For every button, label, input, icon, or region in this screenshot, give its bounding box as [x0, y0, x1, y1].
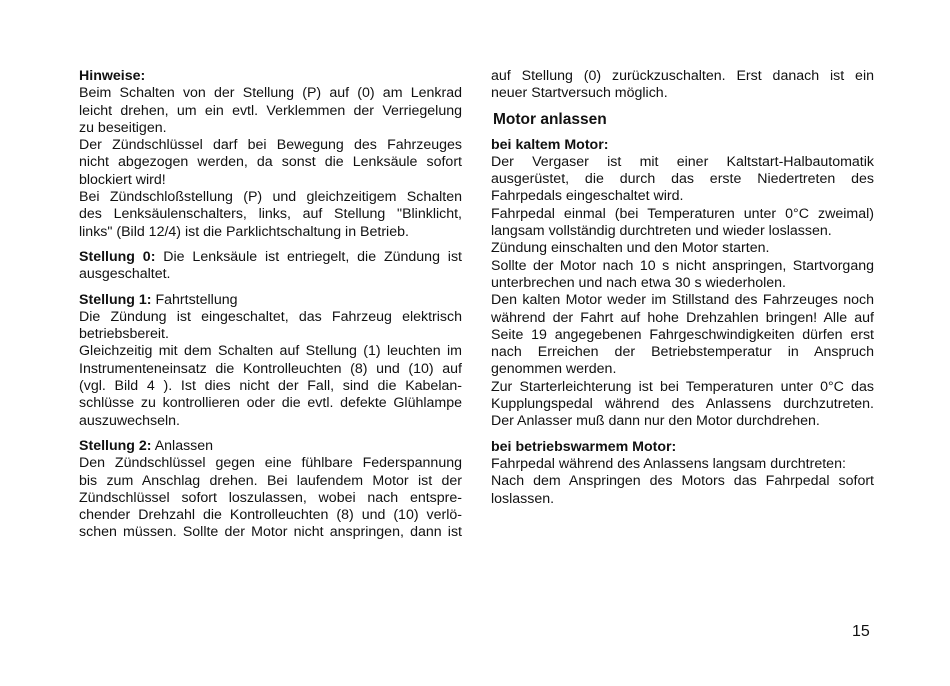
- text-line: chender Drehzahl die Kontrolleuchten (8) und (10) verlö-: [79, 507, 462, 524]
- text-line: Zur Starterleichterung ist bei Temperaturen unter 0°C das: [491, 378, 874, 395]
- text-line: auszuwechseln.: [79, 412, 180, 429]
- text-line: nicht abgezogen werden, da sonst die Lenksäule sofort: [79, 154, 462, 171]
- section-title: Motor anlassen: [493, 110, 607, 128]
- text-line: Der Vergaser ist mit einer Kaltstart-Halbautomatik: [491, 153, 874, 170]
- text-line: Fahrpedals eingeschaltet wird.: [491, 188, 684, 205]
- left-column: [79, 68, 462, 550]
- text-line: leicht drehen, um ein evtl. Verklemmen der Verriegelung: [79, 102, 462, 119]
- text-line: unterbrechen und nach etwa 30 s wiederholen.: [491, 274, 786, 291]
- text-line: Den kalten Motor weder im Stillstand des Fahrzeuges noch: [491, 292, 874, 309]
- text-line: schlüsse zu kontrollieren oder die evtl. defekte Glühlampe: [79, 395, 462, 412]
- stellung-2-block: [79, 438, 462, 542]
- text-line: (vgl. Bild 4 ). Ist dies nicht der Fall, sind die Kabelan-: [79, 378, 462, 395]
- stellung-2-text: Anlassen: [151, 437, 214, 454]
- hinweise-block: [79, 68, 462, 241]
- stellung-0-text: Die Lenksäule ist entriegelt, die Zündung ist: [155, 248, 462, 265]
- text-line: Fahrpedal während des Anlassens langsam durchtreten:: [491, 455, 846, 472]
- stellung-0-first-line: [79, 249, 462, 266]
- text-line: Zündung einschalten und den Motor starten.: [491, 240, 770, 257]
- text-line: Nach dem Anspringen des Motors das Fahrpedal sofort: [491, 473, 874, 490]
- right-column: [491, 68, 874, 516]
- text-line: Bei Zündschloßstellung (P) und gleichzeitigem Schalten: [79, 189, 462, 206]
- text-line: ausgeschaltet.: [79, 266, 171, 283]
- text-line: auf Stellung (0) zurückzuschalten. Erst danach ist ein: [491, 68, 874, 84]
- text-line: neuer Startversuch möglich.: [491, 85, 668, 102]
- kalter-motor-block: [491, 137, 874, 431]
- text-line: ausgerüstet, die durch das erste Niedertreten des: [491, 171, 874, 188]
- text-line: Zündschlüssel sofort loszulassen, wobei nach entspre-: [79, 489, 462, 506]
- text-line: Den Zündschlüssel gegen eine fühlbare Federspannung: [79, 455, 462, 472]
- text-line: Instrumenteneinsatz die Kontrolleuchten (8) und (10) auf: [79, 360, 462, 377]
- stellung-1-text: Fahrtstellung: [151, 291, 238, 308]
- stellung-2-label: Stellung 2:: [79, 437, 152, 454]
- stellung-1-label: Stellung 1:: [79, 291, 152, 308]
- stellung-0-block: [79, 249, 462, 284]
- text-line: schen müssen. Sollte der Motor nicht anspringen, dann ist: [79, 524, 462, 541]
- warmer-motor-block: [491, 439, 874, 508]
- text-line: betriebsbereit.: [79, 326, 169, 343]
- text-line: zu beseitigen.: [79, 119, 167, 136]
- text-line: links" (Bild 12/4) ist die Parklichtschaltung in Betrieb.: [79, 223, 409, 240]
- kalter-motor-heading: bei kaltem Motor:: [491, 136, 609, 153]
- text-line: genommen werden.: [491, 361, 617, 378]
- text-line: Der Anlasser muß dann nur den Motor durchdrehen.: [491, 413, 820, 430]
- warmer-motor-heading: bei betriebswarmem Motor:: [491, 438, 677, 455]
- stellung-2-first-line: [79, 438, 462, 455]
- hinweise-heading: Hinweise:: [79, 68, 146, 84]
- page-number: 15: [852, 623, 870, 640]
- text-line: bis zum Anschlag drehen. Bei laufendem Motor ist der: [79, 472, 462, 489]
- text-line: Der Zündschlüssel darf bei Bewegung des Fahrzeuges: [79, 137, 462, 154]
- continuation-block: [491, 68, 874, 103]
- text-line: loslassen.: [491, 490, 555, 507]
- text-line: nach Erreichen der Betriebstemperatur in Anspruch: [491, 344, 874, 361]
- text-line: Seite 19 angegebenen Fahrgeschwindigkeiten dürfen erst: [491, 326, 874, 343]
- stellung-1-first-line: [79, 292, 462, 309]
- text-line: Kupplungspedal während des Anlassens durchzutreten.: [491, 396, 874, 413]
- text-line: Gleichzeitig mit dem Schalten auf Stellung (1) leuchten im: [79, 343, 462, 360]
- stellung-0-label: Stellung 0:: [79, 248, 156, 265]
- stellung-1-block: [79, 292, 462, 430]
- text-line: Beim Schalten von der Stellung (P) auf (0) am Lenkrad: [79, 85, 462, 102]
- text-line: Fahrpedal einmal (bei Temperaturen unter 0°C zweimal): [491, 205, 874, 222]
- text-line: blockiert wird!: [79, 171, 166, 188]
- text-line: langsam vollständig durchtreten und wieder loslassen.: [491, 223, 832, 240]
- text-line: Die Zündung ist eingeschaltet, das Fahrzeug elektrisch: [79, 308, 462, 325]
- text-line: Sollte der Motor nach 10 s nicht anspringen, Startvorgang: [491, 257, 874, 274]
- text-line: des Lenksäulenschalters, links, auf Stellung "Blinklicht,: [79, 206, 462, 223]
- text-line: während der Fahrt auf hohe Drehzahlen bringen! Alle auf: [491, 309, 874, 326]
